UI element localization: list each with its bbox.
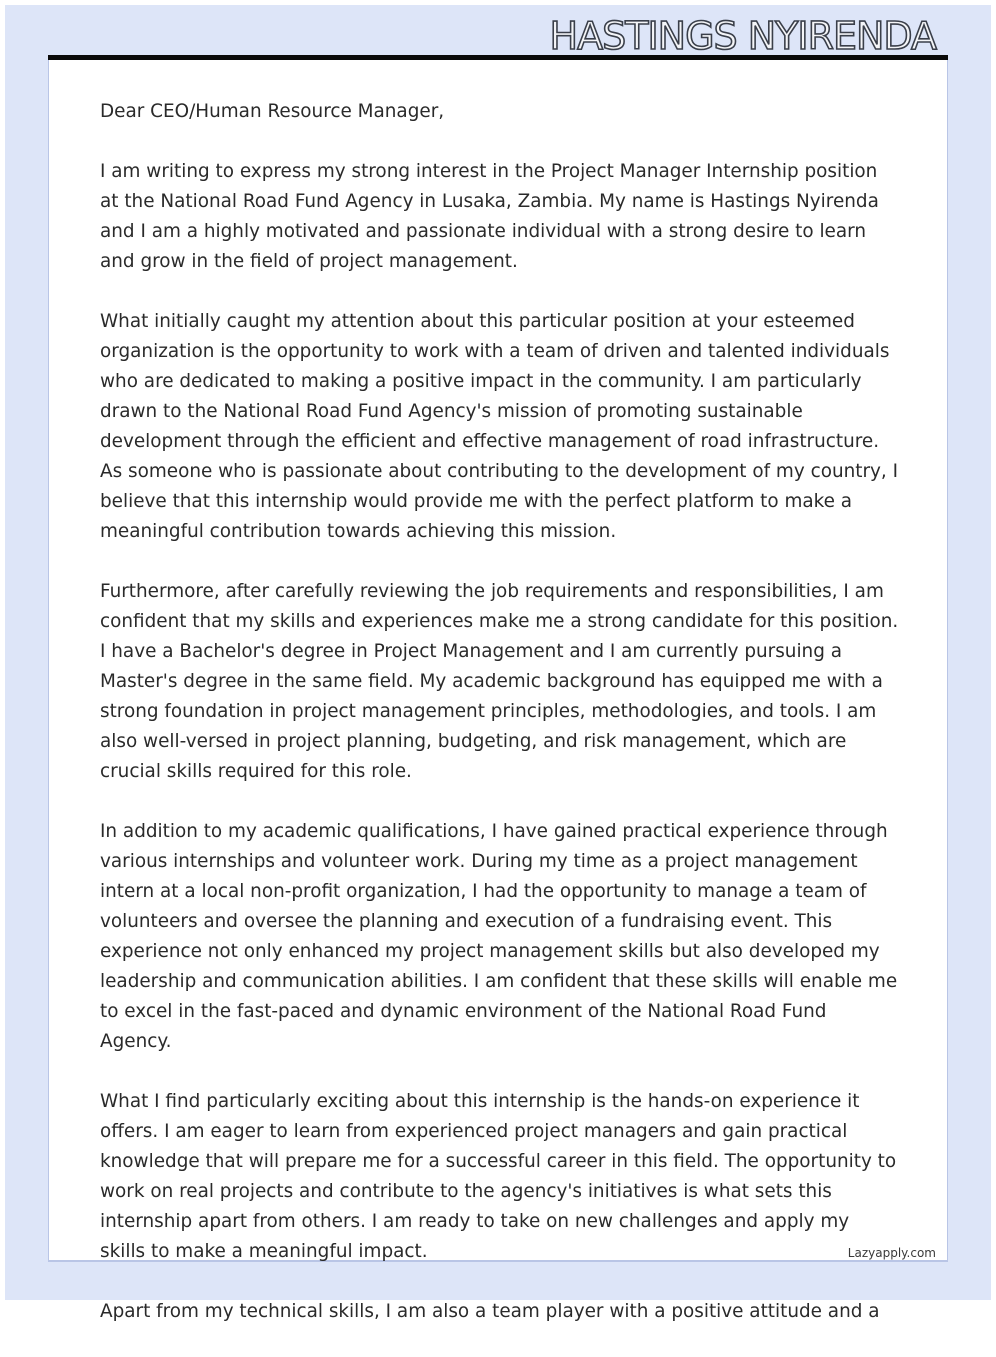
watermark-link[interactable]: Lazyapply.com <box>847 1246 936 1260</box>
paragraph-qualifications: Furthermore, after carefully reviewing the job requirements and responsibilities, I am confident that my skills and experiences make me a strong candidate for this position. I have a Bachelor's degree in Project Management and I am currently pursuing a Master's degree in the same field. My academic background has equipped me with a strong foundation in project management principles, methodologies, and tools. I am also well-versed in project planning, budgeting, and risk management, which are crucial skills required for this role. <box>100 581 899 782</box>
paragraph-experience: In addition to my academic qualifications, I have gained practical experience through various internships and volunteer work. During my time as a project management intern at a local non-profit organization, I had the opportunity to manage a team of volunteers and oversee the planning and execution of a fundraising event. This experience not only enhanced my project management skills but also developed my leadership and communication abilities. I am confident that these skills will enable me to excel in the fast-paced and dynamic environment of the National Road Fund Agency. <box>100 821 898 1052</box>
applicant-name-header: HASTINGS NYIRENDA <box>549 14 936 58</box>
cover-letter-body <box>100 97 900 1357</box>
paragraph-teamwork: Apart from my technical skills, I am also a team player with a positive attitude and a <box>100 1301 880 1322</box>
paragraph-excitement: What I find particularly exciting about this internship is the hands-on experience it offers. I am eager to learn from experienced project managers and gain practical knowledge that will prepare me for a successful career in this field. The opportunity to work on real projects and contribute to the agency's initiatives is what sets this internship apart from others. I am ready to take on new challenges and apply my skills to make a meaningful impact. <box>100 1091 897 1262</box>
paragraph-motivation: What initially caught my attention about this particular position at your esteemed organization is the opportunity to work with a team of driven and talented individuals who are dedicated to making a positive impact in the community. I am particularly drawn to the National Road Fund Agency's mission of promoting sustainable development through the efficient and effective management of road infrastructure. As someone who is passionate about contributing to the development of my country, I believe that this internship would provide me with the perfect platform to make a meaningful contribution towards achieving this mission. <box>100 311 899 542</box>
paragraph-intro: I am writing to express my strong interest in the Project Manager Internship position at the National Road Fund Agency in Lusaka, Zambia. My name is Hastings Nyirenda and I am a highly motivated and passionate individual with a strong desire to learn and grow in the field of project management. <box>100 161 879 272</box>
salutation: Dear CEO/Human Resource Manager, <box>100 101 445 122</box>
